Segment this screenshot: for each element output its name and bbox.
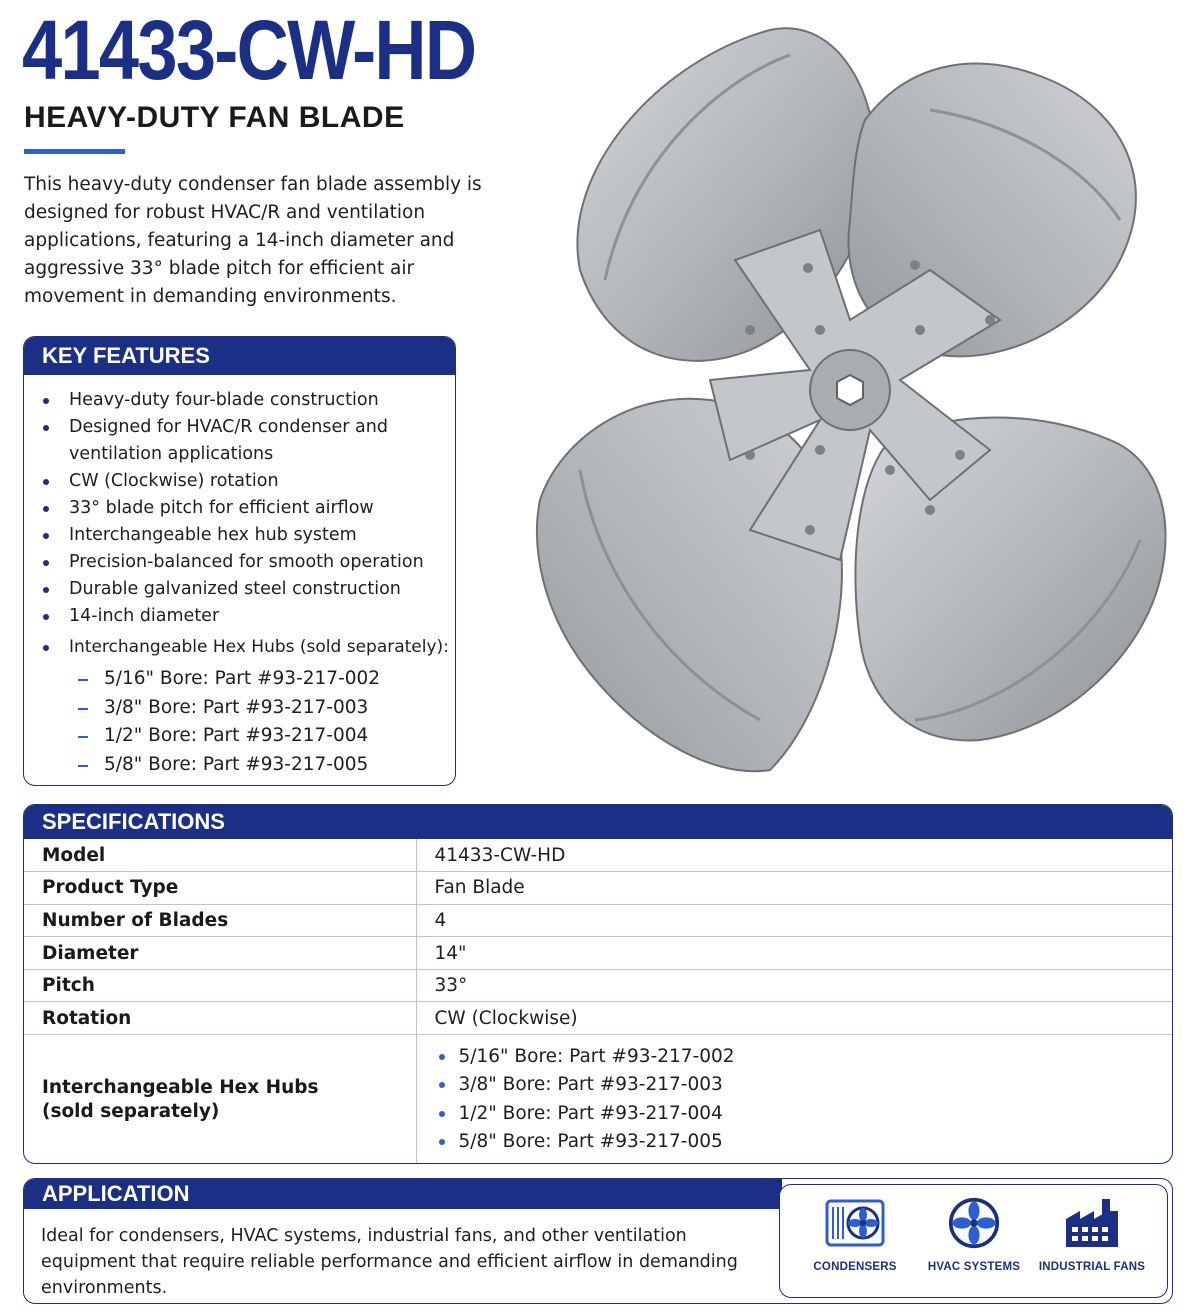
- list-item: Designed for HVAC/R condenser and ventilation applications: [43, 414, 393, 468]
- specifications-title: SPECIFICATIONS: [24, 805, 1172, 839]
- hubs-heading: Interchangeable Hex Hubs (sold separately):: [43, 634, 455, 661]
- list-item: 33° blade pitch for efficient airflow: [43, 495, 455, 522]
- spec-value-hubs: [416, 1035, 1172, 1164]
- list-item: 14-inch diameter: [43, 603, 455, 630]
- spec-value: 33°: [416, 969, 1172, 1002]
- spec-label: Model: [24, 839, 416, 872]
- accent-rule: [24, 149, 125, 154]
- list-item: 5/8" Bore: Part #93-217-005: [76, 751, 455, 780]
- list-item: 3/8" Bore: Part #93-217-003: [439, 1071, 1173, 1100]
- list-item: Heavy-duty four-blade construction: [43, 387, 455, 414]
- spec-value: 4: [416, 904, 1172, 937]
- key-features-list: [24, 375, 455, 661]
- icon-label: CONDENSERS: [813, 1261, 897, 1273]
- spec-value: Fan Blade: [416, 872, 1172, 905]
- list-item: Interchangeable hex hub system: [43, 522, 455, 549]
- list-item: Durable galvanized steel construction: [43, 576, 455, 603]
- condenser-tile: [795, 1197, 915, 1273]
- key-features-panel: [23, 336, 456, 786]
- application-icons: [779, 1184, 1168, 1298]
- spec-label-line: Interchangeable Hex Hubs: [42, 1076, 319, 1098]
- blade-bottom-left: [537, 399, 842, 772]
- list-item: CW (Clockwise) rotation: [43, 468, 455, 495]
- list-item: 5/16" Bore: Part #93-217-002: [439, 1043, 1173, 1072]
- model-number: 41433-CW-HD: [22, 3, 476, 97]
- fan-icon: [946, 1197, 1002, 1249]
- hub-parts-list: [24, 661, 455, 779]
- table-row: [24, 1035, 1172, 1164]
- product-description: This heavy-duty condenser fan blade assembly is designed for robust HVAC/R and ventilation applications, featuring a 14-inch diameter and aggressive 33° blade pitch for efficient air movement in demanding environments.: [24, 174, 482, 307]
- list-item: 3/8" Bore: Part #93-217-003: [76, 694, 455, 723]
- icon-label: INDUSTRIAL FANS: [1038, 1261, 1146, 1273]
- application-title: APPLICATION: [24, 1179, 782, 1209]
- hvac-tile: [914, 1197, 1034, 1273]
- key-features-title: KEY FEATURES: [24, 337, 455, 375]
- factory-icon: [1062, 1197, 1122, 1249]
- spec-label: Rotation: [24, 1002, 416, 1035]
- industrial-tile: [1032, 1197, 1152, 1273]
- specifications-panel: [23, 804, 1173, 1164]
- table-row: [24, 839, 1172, 872]
- spec-label: Product Type: [24, 872, 416, 905]
- application-panel: [23, 1178, 1173, 1304]
- spec-hubs-list: [435, 1043, 1173, 1157]
- table-row: [24, 1002, 1172, 1035]
- spec-value: 41433-CW-HD: [416, 839, 1172, 872]
- list-item: 5/8" Bore: Part #93-217-005: [439, 1128, 1173, 1157]
- application-text: Ideal for condensers, HVAC systems, industrial fans, and other ventilation equipment that require reliable performance and efficient airflow in demanding environments.: [41, 1226, 738, 1298]
- spec-value: CW (Clockwise): [416, 1002, 1172, 1035]
- table-row: [24, 872, 1172, 905]
- icon-label: HVAC SYSTEMS: [927, 1261, 1021, 1273]
- product-subtitle: HEAVY-DUTY FAN BLADE: [24, 101, 405, 134]
- list-item: 1/2" Bore: Part #93-217-004: [439, 1100, 1173, 1129]
- table-row: [24, 904, 1172, 937]
- spec-value: 14": [416, 937, 1172, 970]
- list-item: Precision-balanced for smooth operation: [43, 549, 455, 576]
- table-row: [24, 969, 1172, 1002]
- spec-label-hubs: [24, 1035, 416, 1164]
- spec-table: [24, 839, 1172, 1164]
- spec-label: Pitch: [24, 969, 416, 1002]
- condenser-icon: [825, 1197, 885, 1249]
- list-item: 5/16" Bore: Part #93-217-002: [76, 665, 455, 694]
- spec-label: Number of Blades: [24, 904, 416, 937]
- spec-label: Diameter: [24, 937, 416, 970]
- list-item: 1/2" Bore: Part #93-217-004: [76, 722, 455, 751]
- hex-bore: [837, 375, 863, 405]
- spec-label-line: (sold separately): [42, 1100, 220, 1122]
- fan-blade-image: [520, 20, 1180, 780]
- table-row: [24, 937, 1172, 970]
